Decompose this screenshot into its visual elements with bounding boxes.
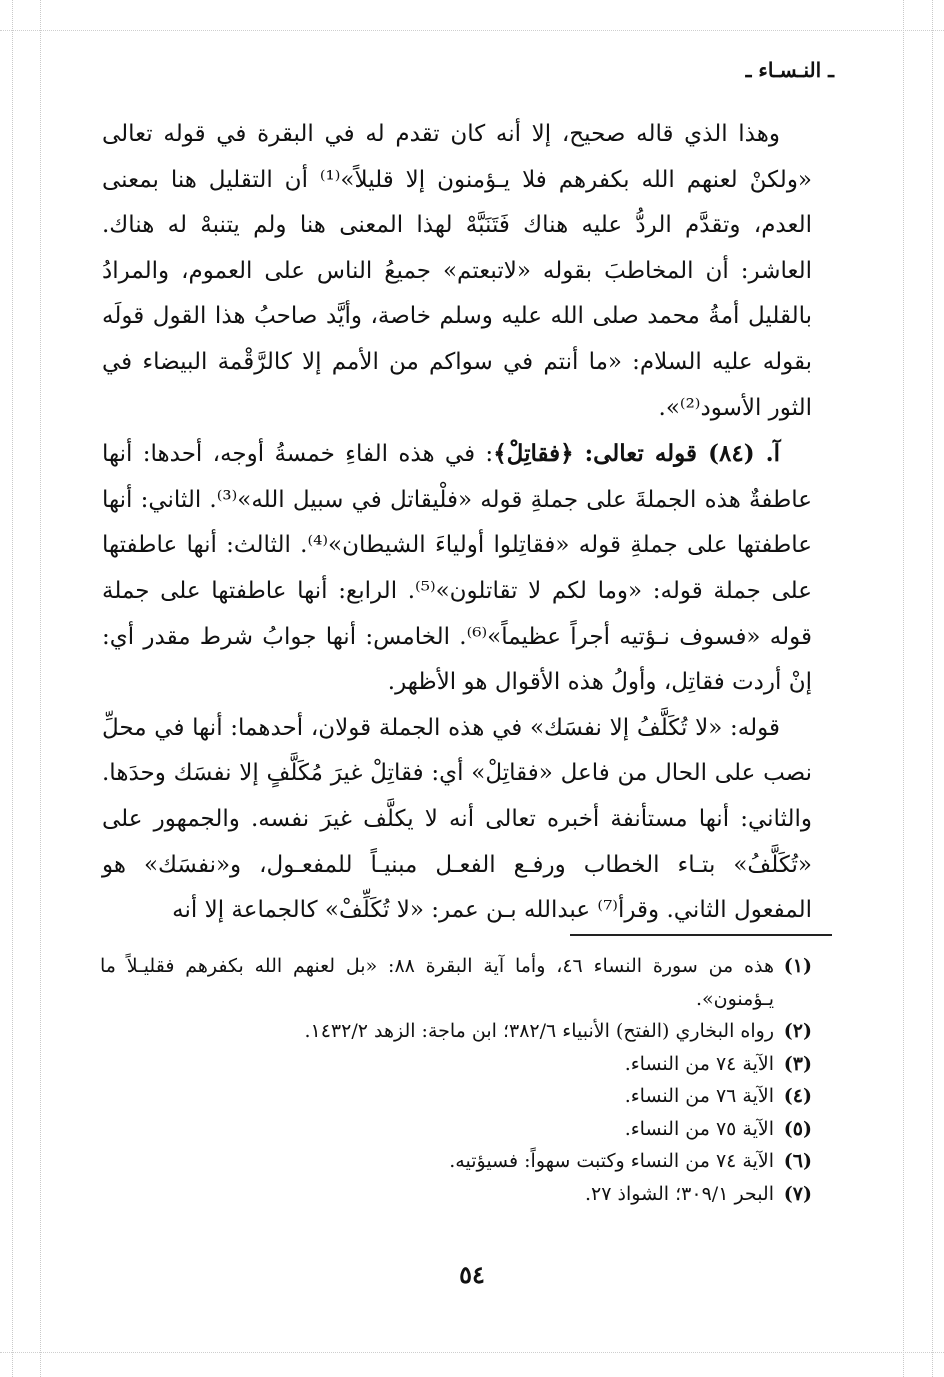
footnote-text: الآية ٧٤ من النساء. xyxy=(624,1052,774,1075)
footnote xyxy=(100,1080,812,1113)
footnote-number: (٣) xyxy=(783,1052,812,1075)
running-head: ـ النـسـاء ـ xyxy=(745,58,834,82)
margin-guide-right-outer xyxy=(932,0,933,1377)
footnote-text: الآية ٧٦ من النساء. xyxy=(624,1085,774,1107)
footnote-text: الآية ٧٥ من النساء. xyxy=(624,1117,774,1140)
margin-guide-top xyxy=(0,30,944,31)
paragraph xyxy=(102,431,812,706)
paragraph-text: : في هذه الفاءِ خمسةُ أوجه، أحدها: أنها عاطفةٌ هذه الجملةَ على جملةِ قوله «فلْيقاتل في سبيل الله»⁽³⁾. الثاني: أنها عاطفتها على جملةِ قوله «فقاتِلوا أولياءَ الشيطان»⁽⁴⁾. الثالث: أنها عاطفتها على جملة قوله: «وما لكم لا تقاتلون»⁽⁵⁾. الرابع: أنها عاطفتها على جملة قوله «فسوف نـؤتيه أجراً عظيماً»⁽⁶⁾. الخامس: أنها جوابُ شرط مقدر أي: إنْ أردت فقاتِل، وأولُ هذه الأقوال هو الأظهر. xyxy=(102,441,813,696)
footnote-text: رواه البخاري (الفتح) الأنبياء ٣٨٢/٦؛ ابن ماجة: الزهد ١٤٣٢/٢. xyxy=(304,1020,774,1042)
paragraph-text: قوله: «لا تُكَلَّفُ إلا نفسَك» في هذه الجملة قولان، أحدهما: أنها في محلِّ نصب على الحال من فاعل «فقاتِلْ» أي: فقاتِلْ غيرَ مُكَلَّفٍ إلا نفسَك وحدَها. والثاني: أنها مستأنفة أخبره تعالى أنه لا يكلَّف غيرَ نفسه. والجمهور على «تُكَلَّفُ» بتـاء الخطاب ورفـع الفعـل مبنيـاً للمفعـول، و«نفسَك» هو المفعول الثاني. وقرأ⁽⁷⁾ عبدالله بـن عمر: «لا تُكَلِّفْ» كالجماعة إلا أنه xyxy=(102,714,812,924)
footnote-number: (٤) xyxy=(783,1085,812,1107)
footnote xyxy=(100,1113,812,1146)
footnote-number: (٧) xyxy=(783,1182,812,1205)
footnote xyxy=(100,1145,812,1178)
margin-guide-right-inner xyxy=(903,0,904,1377)
paragraph xyxy=(102,112,812,431)
footnote-separator xyxy=(570,934,832,936)
margin-guide-bottom xyxy=(0,1352,944,1353)
footnote-number: (٢) xyxy=(783,1020,812,1042)
footnote xyxy=(100,950,812,1015)
footnote-text: هذه من سورة النساء ٤٦، وأما آية البقرة ٨٨: «بل لعنهم الله بكفرهم فقليـلاً ما يـؤمنون». xyxy=(100,955,774,1010)
page-number: ٥٤ xyxy=(459,1260,485,1289)
footnote-number: (٥) xyxy=(783,1117,812,1140)
footnote-text: الآية ٧٤ من النساء وكتبت سهواً: فسيؤتيه. xyxy=(449,1150,774,1172)
footnote-number: (١) xyxy=(783,955,812,977)
paragraph-text: وهذا الذي قاله صحيح، إلا أنه كان تقدم له في البقرة في قوله تعالى «ولكنْ لعنهم الله بكفرهم فلا يـؤمنون إلا قليلاً»⁽¹⁾ أن التقليل هنا بمعنى العدم، وتقدَّم الردُّ عليه هناك فَتَنَبَّهْ لهذا المعنى هنا ولم يتنبهْ له هناك. العاشر: أن المخاطبَ بقوله «لاتبعتم» جميعُ الناس على العموم، والمرادُ بالقليل أمةُ محمد صلى الله عليه وسلم خاصة، وأيَّد صاحبُ هذا القول قولَه بقوله عليه السلام: «ما أنتم في سواكم من الأمم إلا كالرَّقْمة البيضاء في الثور الأسود⁽²⁾». xyxy=(102,121,812,421)
footnote-number: (٦) xyxy=(783,1150,812,1172)
footnote xyxy=(100,1048,812,1081)
margin-guide-left-inner xyxy=(40,0,41,1377)
footnotes xyxy=(100,950,812,1210)
footnote xyxy=(100,1015,812,1048)
footnote-text: البحر ٣٠٩/١؛ الشواذ ٢٧. xyxy=(585,1182,774,1205)
verse-heading: آ. (٨٤) قوله تعالى: ﴿فقاتِلْ﴾ xyxy=(493,440,781,468)
footnote xyxy=(100,1178,812,1211)
main-text xyxy=(102,112,812,934)
margin-guide-left-outer xyxy=(12,0,13,1377)
paragraph xyxy=(102,706,812,934)
